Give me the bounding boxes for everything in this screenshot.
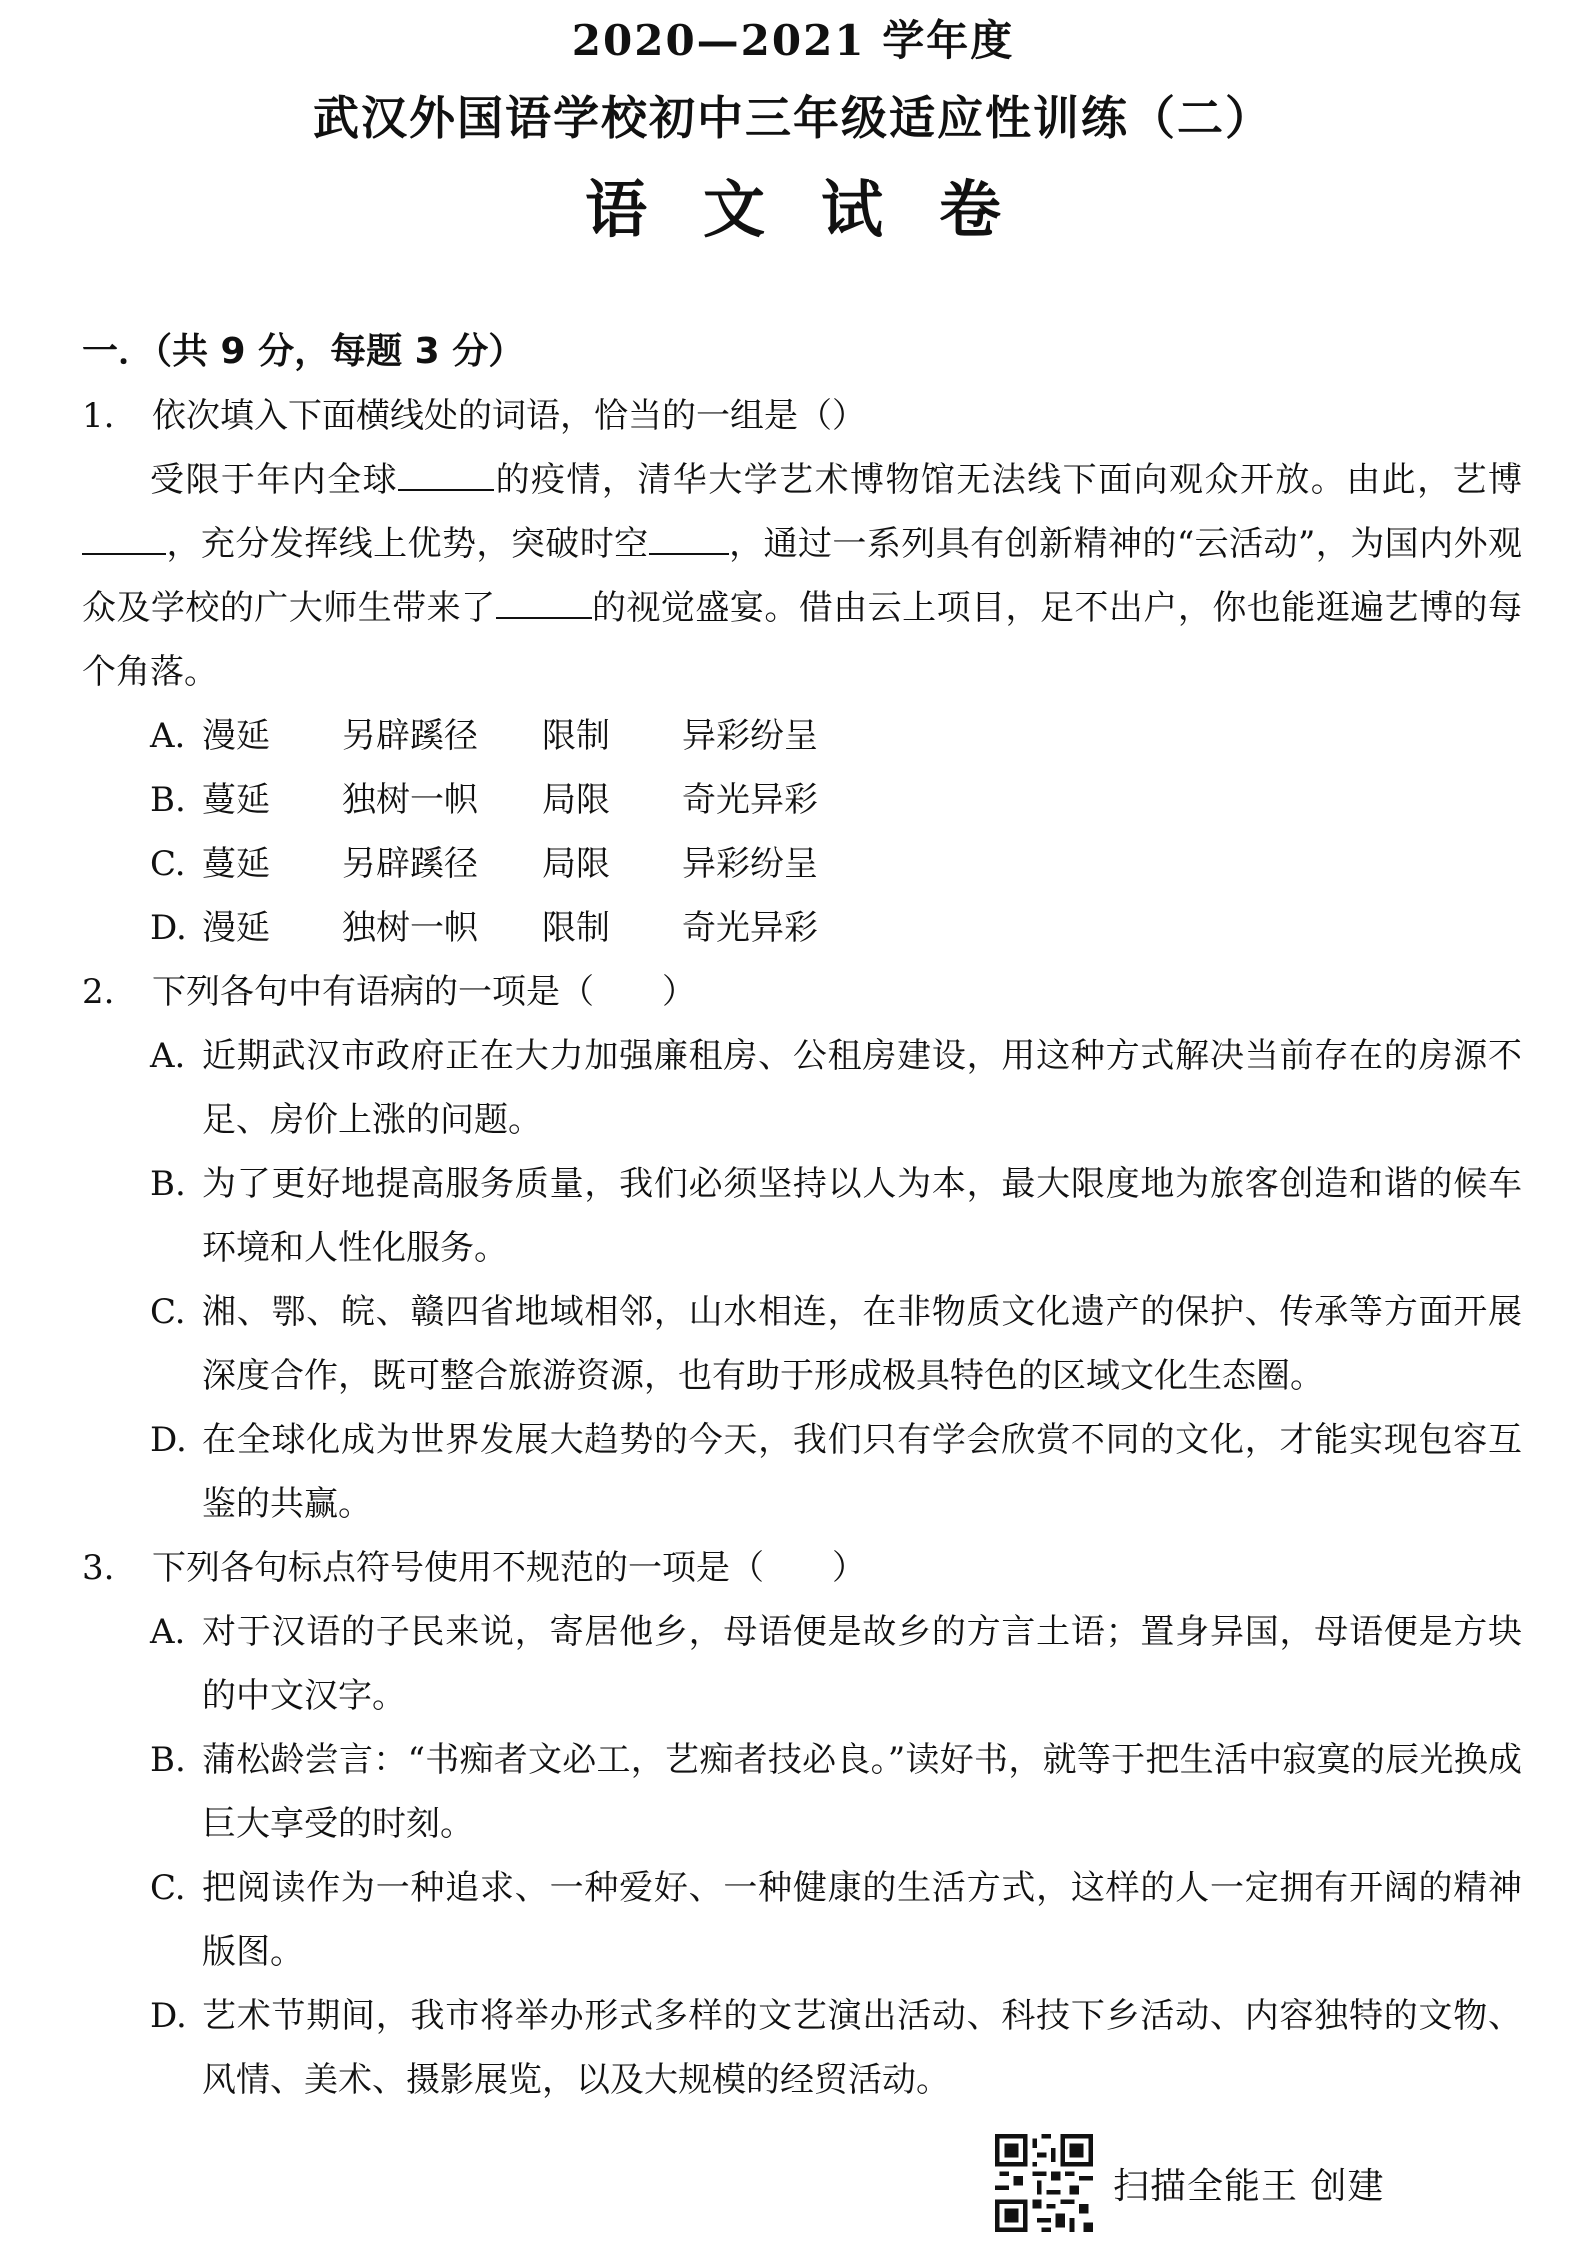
- choice-item: [150, 1856, 1522, 1984]
- option-letter: C.: [150, 844, 186, 884]
- fill-blank: [82, 521, 166, 555]
- passage-segment: 的疫情，清华大学艺术博物馆无法线下面向观众开放。由此，艺博: [494, 460, 1523, 500]
- section-one-title: 一．（共 9 分，每题 3 分）: [82, 331, 525, 372]
- question-text: 下列各句标点符号使用不规范的一项是（ ）: [152, 1548, 866, 1588]
- option-word: 奇光异彩: [682, 780, 818, 820]
- option-word: 限制: [542, 716, 610, 756]
- option-row: [150, 768, 1522, 832]
- passage-segment: ，充分发挥线上优势，突破时空: [166, 524, 649, 564]
- question-1-options: [150, 704, 1522, 960]
- choice-item: [150, 1984, 1522, 2112]
- option-row: [150, 896, 1522, 960]
- choice-letter: A.: [150, 1036, 186, 1076]
- exam-title: 语文试卷: [584, 173, 1057, 246]
- choice-text: 艺术节期间，我市将举办形式多样的文艺演出活动、科技下乡活动、内容独特的文物、风情、美术、摄影展览，以及大规模的经贸活动。: [202, 1996, 1522, 2100]
- academic-year: 2020—2021 学年度: [571, 16, 1015, 65]
- exam-content: [82, 320, 1522, 2112]
- option-row: [150, 704, 1522, 768]
- choice-item: [150, 1024, 1522, 1152]
- choice-item: [150, 1728, 1522, 1856]
- option-word: 蔓延: [202, 844, 270, 884]
- choice-item: [150, 1152, 1522, 1280]
- option-word: 异彩纷呈: [682, 716, 818, 756]
- option-letter: D.: [150, 908, 187, 948]
- question-number: 1.: [82, 396, 115, 436]
- option-word: 另辟蹊径: [342, 844, 478, 884]
- passage-segment: ，通过一系列具有创新精神的“云活动”，为国内外观众及学校的广大师生带来了: [82, 524, 1523, 628]
- option-letter: B.: [150, 780, 186, 820]
- option-word: 限制: [542, 908, 610, 948]
- option-letter: A.: [150, 716, 186, 756]
- choice-item: [150, 1280, 1522, 1408]
- question-3-stem: [82, 1536, 1522, 1600]
- choice-text: 近期武汉市政府正在大力加强廉租房、公租房建设，用这种方式解决当前存在的房源不足、房价上涨的问题。: [202, 1036, 1522, 1140]
- choice-letter: C.: [150, 1868, 186, 1908]
- passage-segment: 受限于年内全球: [150, 460, 399, 500]
- choice-text: 在全球化成为世界发展大趋势的今天，我们只有学会欣赏不同的文化，才能实现包容互鉴的共赢。: [202, 1420, 1522, 1524]
- fill-blank: [398, 457, 494, 491]
- choice-letter: D.: [150, 1996, 187, 2036]
- question-number: 3.: [82, 1548, 115, 1588]
- choice-item: [150, 1408, 1522, 1536]
- question-1-passage: [82, 448, 1522, 704]
- choice-text: 对于汉语的子民来说，寄居他乡，母语便是故乡的方言土语；置身异国，母语便是方块的中文汉字。: [202, 1612, 1522, 1716]
- choice-letter: A.: [150, 1612, 186, 1652]
- question-text: 依次填入下面横线处的词语，恰当的一组是（）: [152, 396, 866, 436]
- choice-text: 湘、鄂、皖、赣四省地域相邻，山水相连，在非物质文化遗产的保护、传承等方面开展深度合作，既可整合旅游资源，也有助于形成极具特色的区域文化生态圈。: [202, 1292, 1522, 1396]
- question-2-stem: [82, 960, 1522, 1024]
- option-row: [150, 832, 1522, 896]
- fill-blank: [649, 521, 729, 555]
- option-word: 奇光异彩: [682, 908, 818, 948]
- choice-text: 把阅读作为一种追求、一种爱好、一种健康的生活方式，这样的人一定拥有开阔的精神版图。: [202, 1868, 1522, 1972]
- option-word: 异彩纷呈: [682, 844, 818, 884]
- option-word: 独树一帜: [342, 780, 478, 820]
- choice-item: [150, 1600, 1522, 1728]
- option-word: 局限: [542, 780, 610, 820]
- option-word: 局限: [542, 844, 610, 884]
- question-1-stem: [82, 384, 1522, 448]
- option-word: 另辟蹊径: [342, 716, 478, 756]
- option-word: 独树一帜: [342, 908, 478, 948]
- exam-subtitle: 武汉外国语学校初中三年级适应性训练（二）: [313, 91, 1273, 145]
- option-word: 蔓延: [202, 780, 270, 820]
- choice-text: 为了更好地提高服务质量，我们必须坚持以人为本，最大限度地为旅客创造和谐的候车环境和人性化服务。: [202, 1164, 1522, 1268]
- choice-letter: B.: [150, 1164, 186, 1204]
- question-text: 下列各句中有语病的一项是（ ）: [152, 972, 696, 1012]
- option-word: 漫延: [202, 716, 270, 756]
- passage-segment: 的视觉盛宴。借由云上项目，足不出户，你也能逛遍艺博的每个角落。: [82, 588, 1523, 692]
- question-number: 2.: [82, 972, 115, 1012]
- choice-letter: C.: [150, 1292, 186, 1332]
- fill-blank: [496, 585, 592, 619]
- choice-letter: D.: [150, 1420, 187, 1460]
- watermark-text: 扫描全能王 创建: [1113, 2165, 1385, 2207]
- qr-code-icon: [995, 2134, 1093, 2232]
- scanner-watermark: [995, 2134, 1384, 2232]
- choice-letter: B.: [150, 1740, 186, 1780]
- option-word: 漫延: [202, 908, 270, 948]
- choice-text: 蒲松龄尝言：“书痴者文必工，艺痴者技必良。”读好书，就等于把生活中寂寞的辰光换成巨大享受的时刻。: [202, 1740, 1522, 1844]
